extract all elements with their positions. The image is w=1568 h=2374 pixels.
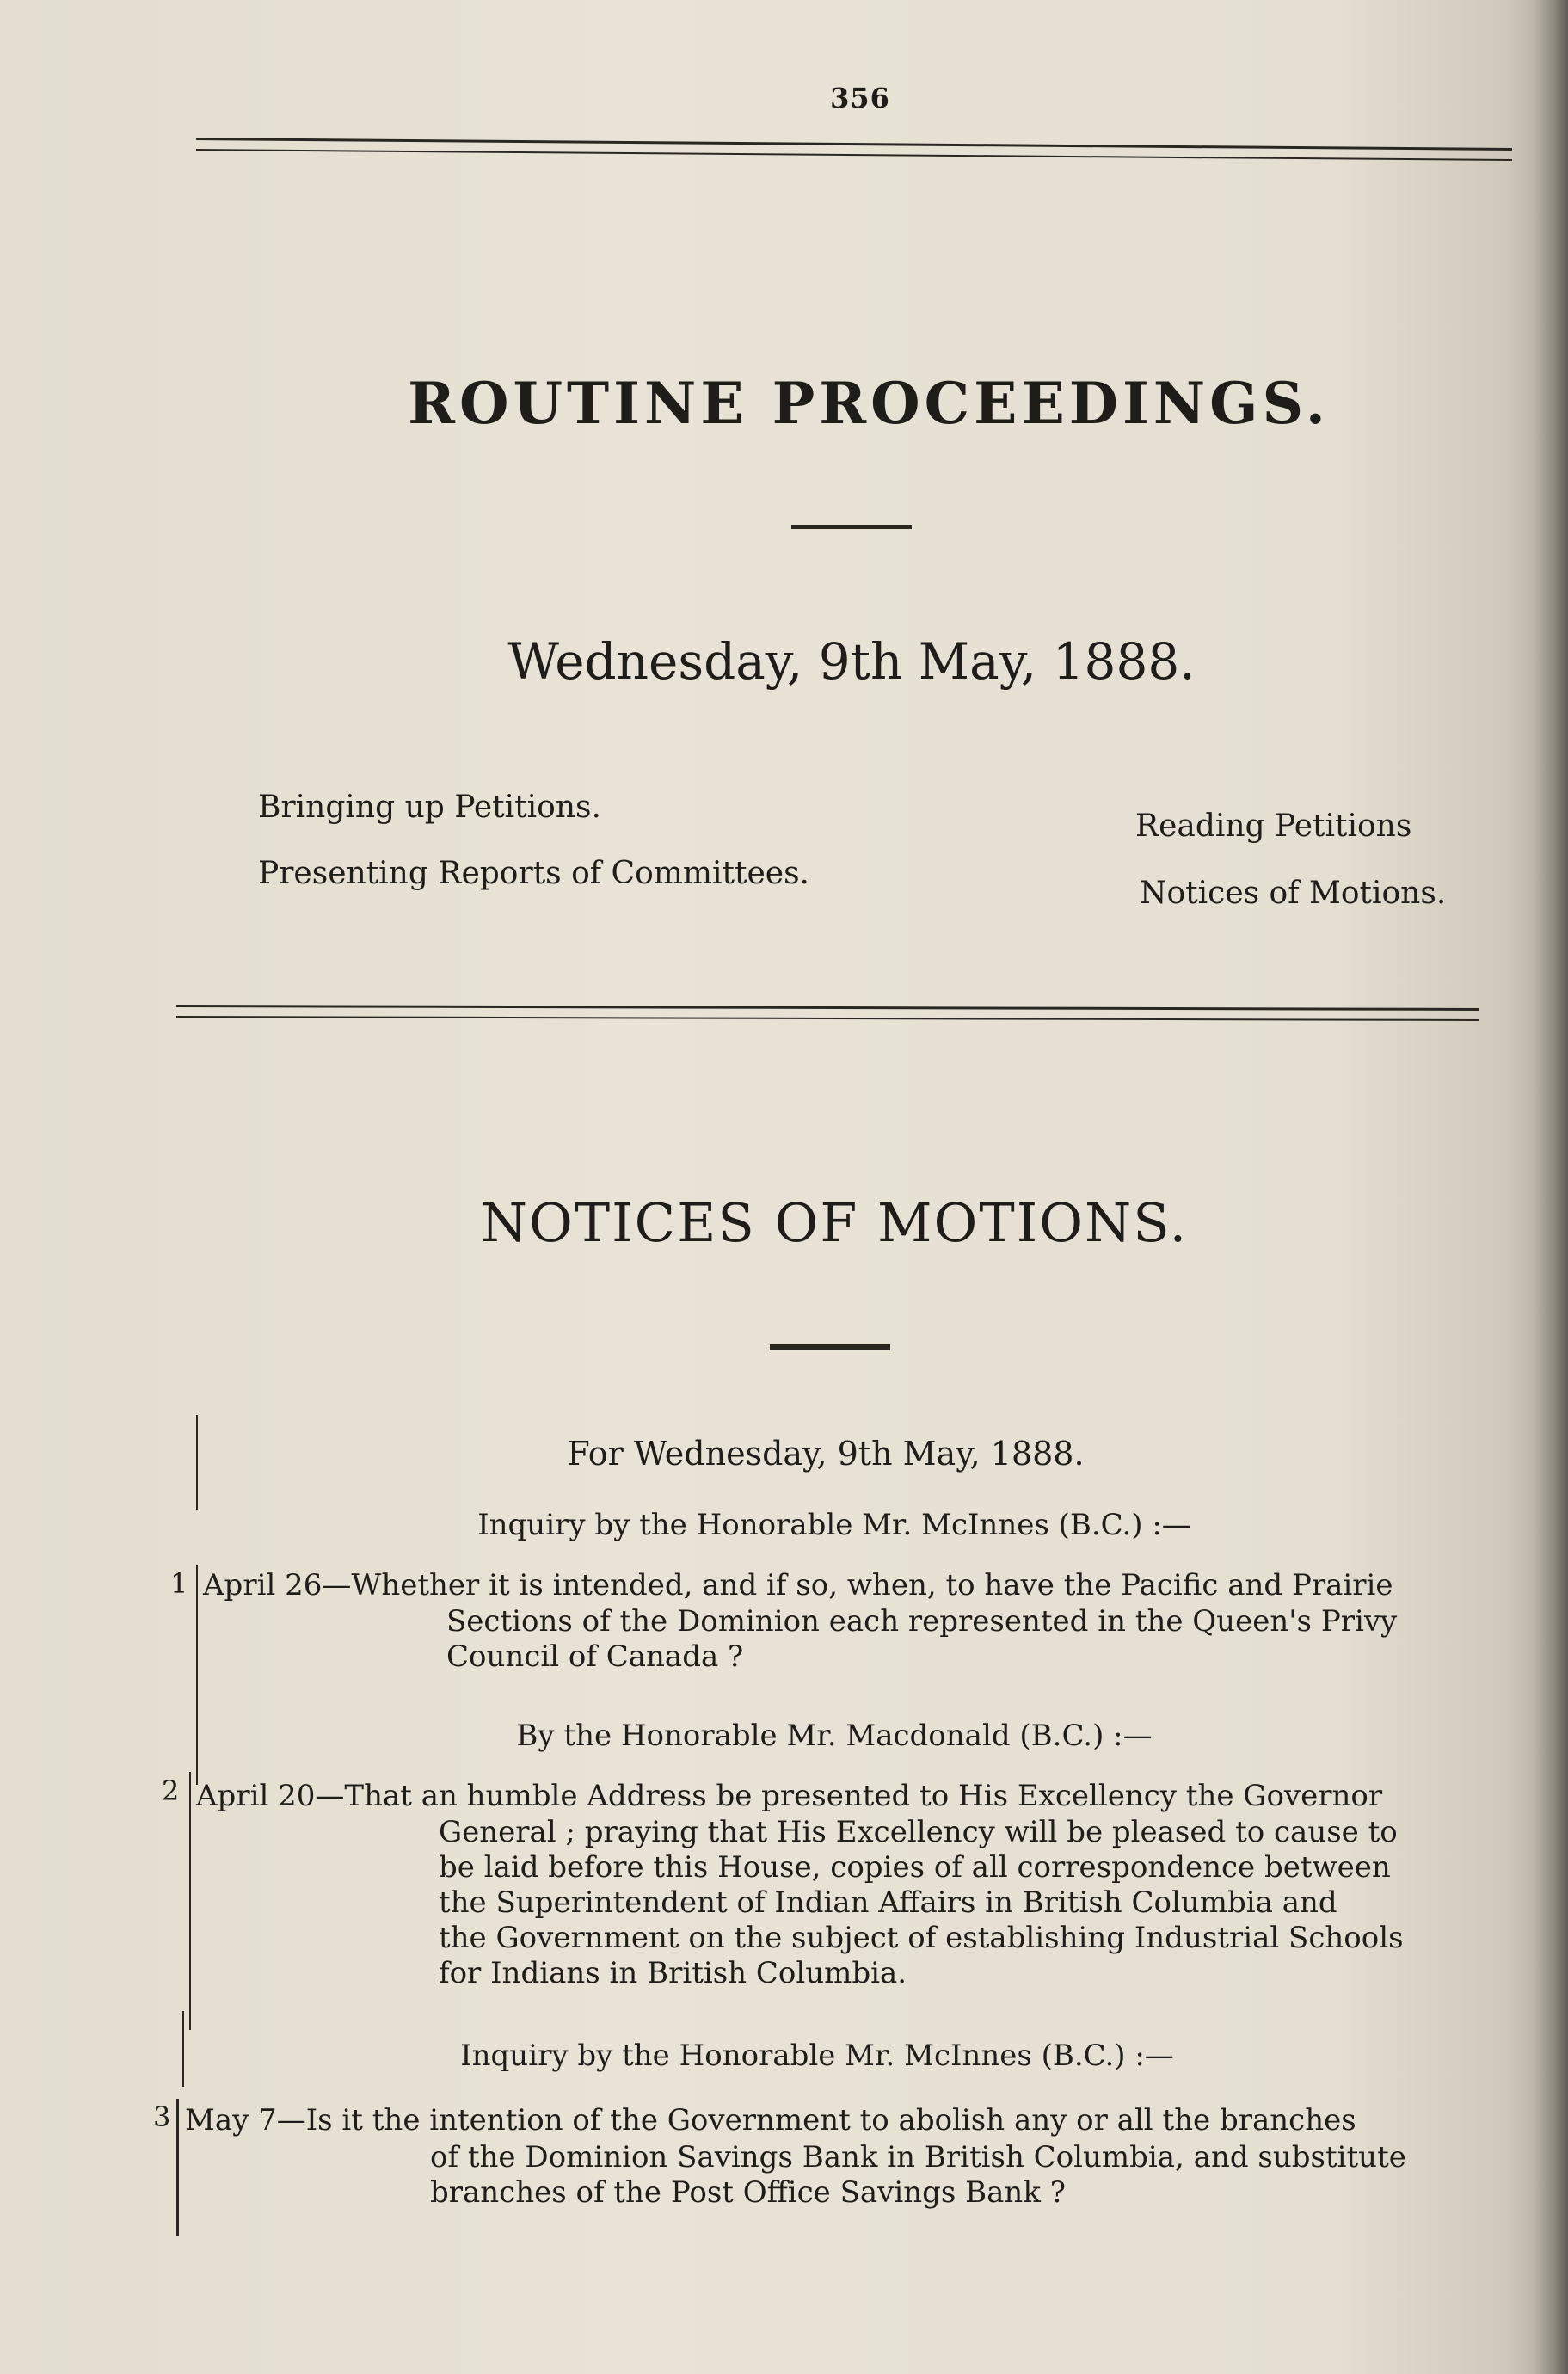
heading-short-rule	[770, 1344, 890, 1350]
margin-rule	[176, 2099, 179, 2236]
motion-heading: By the Honorable Mr. Macdonald (B.C.) :—	[516, 1719, 1153, 1753]
motion-line: Sections of the Dominion each represented in the Queen's Privy	[446, 1604, 1398, 1639]
motion-heading: Inquiry by the Honorable Mr. McInnes (B.C.) :—	[477, 1508, 1191, 1542]
routine-date: Wednesday, 9th May, 1888.	[507, 632, 1196, 691]
notices-of-motions-heading: NOTICES OF MOTIONS.	[480, 1191, 1189, 1254]
margin-rule	[182, 2011, 184, 2087]
motion-line: General ; praying that His Excellency will be pleased to cause to	[439, 1815, 1398, 1849]
page-number: 356	[830, 82, 890, 114]
motion-number: 2	[162, 1774, 180, 1807]
motion-line: for Indians in British Columbia.	[439, 1956, 907, 1990]
routine-item: Notices of Motions.	[1140, 876, 1447, 911]
motion-lead-line: April 20—That an humble Address be presented to His Excellency the Governor	[196, 1779, 1383, 1813]
heading-short-rule	[791, 525, 912, 529]
motion-body	[439, 1815, 1484, 1991]
section-double-rule	[176, 1005, 1479, 1021]
motion-lead-line: April 26—Whether it is intended, and if so, when, to have the Pacific and Prairie	[203, 1568, 1393, 1602]
margin-rule	[196, 1565, 198, 1785]
motion-lead-line: May 7—Is it the intention of the Government to abolish any or all the branches	[185, 2103, 1356, 2137]
page-gutter-shadow	[1534, 0, 1568, 2374]
motion-line: be laid before this House, copies of all correspondence between	[439, 1850, 1391, 1885]
routine-proceedings-heading: ROUTINE PROCEEDINGS.	[408, 370, 1330, 437]
routine-item: Reading Petitions	[1135, 809, 1412, 844]
motion-body	[430, 2140, 1471, 2211]
motion-number: 3	[153, 2100, 171, 2133]
motion-line: Council of Canada ?	[446, 1639, 744, 1674]
margin-rule	[189, 1772, 191, 2030]
motion-number: 1	[170, 1567, 188, 1600]
motion-line: branches of the Post Office Savings Bank ?	[430, 2175, 1066, 2210]
margin-rule	[196, 1415, 198, 1510]
motion-line: the Superintendent of Indian Affairs in British Columbia and	[439, 1885, 1337, 1920]
motion-line: the Government on the subject of establishing Industrial Schools	[439, 1921, 1404, 1955]
notices-for-date: For Wednesday, 9th May, 1888.	[567, 1435, 1085, 1473]
motion-line: of the Dominion Savings Bank in British Columbia, and substitute	[430, 2140, 1406, 2174]
routine-item: Presenting Reports of Committees.	[258, 856, 809, 891]
motion-heading: Inquiry by the Honorable Mr. McInnes (B.C.) :—	[460, 2039, 1174, 2073]
header-double-rule	[196, 138, 1512, 161]
routine-item: Bringing up Petitions.	[258, 790, 601, 825]
motion-body	[447, 1604, 1479, 1675]
